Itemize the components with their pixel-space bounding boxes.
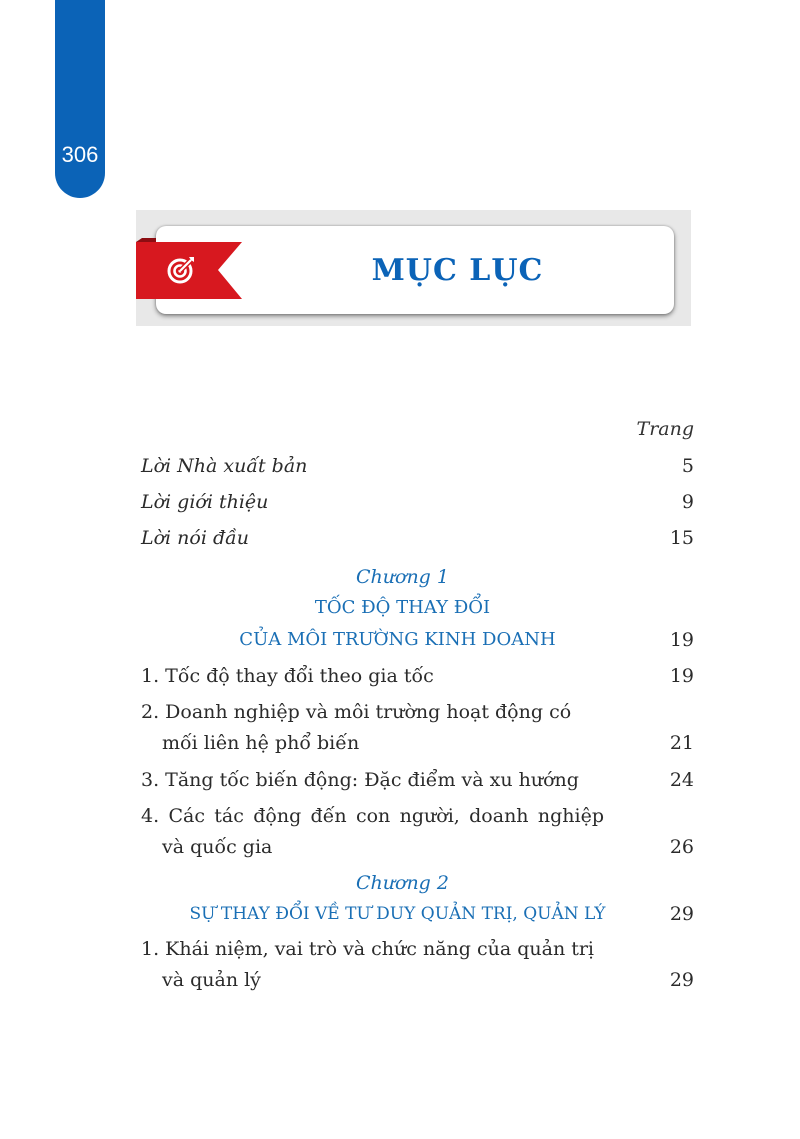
toc-entry-page: 9 bbox=[681, 491, 694, 513]
toc-entry-label: 1. Tốc độ thay đổi theo gia tốc bbox=[141, 665, 434, 687]
ribbon-flag bbox=[136, 238, 242, 299]
page-column-label: Trang bbox=[636, 418, 694, 440]
toc-entry[interactable] bbox=[141, 660, 694, 692]
toc-entry-label: Lời Nhà xuất bản bbox=[141, 455, 308, 477]
page-number-tab bbox=[55, 0, 105, 198]
toc-entry-page: 19 bbox=[669, 665, 694, 687]
toc-entry-label: 2. Doanh nghiệp và môi trường hoạt động có mối liên hệ phổ biến bbox=[141, 701, 572, 754]
toc-entry[interactable] bbox=[141, 486, 694, 518]
chapter-page: 19 bbox=[669, 629, 694, 651]
chapter-label: Chương 1 bbox=[356, 566, 449, 588]
chapter-heading[interactable] bbox=[141, 868, 694, 930]
toc-entry-page: 21 bbox=[669, 732, 694, 754]
toc-entry[interactable] bbox=[141, 934, 694, 996]
toc-entry-label: Lời nói đầu bbox=[141, 527, 250, 549]
toc-entry[interactable] bbox=[141, 450, 694, 482]
toc-entry-label: 1. Khái niệm, vai trò và chức năng của quản trị và quản lý bbox=[141, 938, 595, 991]
toc-entry[interactable] bbox=[141, 522, 694, 554]
toc-entry-page: 29 bbox=[669, 969, 694, 991]
title-banner bbox=[136, 210, 691, 326]
toc-entry-page: 15 bbox=[669, 527, 694, 549]
chapter-title-line: TỐC ĐỘ THAY ĐỔI bbox=[314, 597, 491, 618]
toc-entry-page: 26 bbox=[669, 836, 694, 858]
toc-entry-label: 4. Các tác động đến con người, doanh nghiệp và quốc gia bbox=[141, 805, 604, 858]
toc-entry[interactable] bbox=[141, 764, 694, 796]
toc-entry[interactable] bbox=[141, 801, 694, 863]
page-title: MỤC LỤC bbox=[371, 252, 544, 288]
table-of-contents bbox=[141, 414, 694, 1001]
chapter-heading[interactable] bbox=[141, 562, 694, 656]
toc-entry-label: 3. Tăng tốc biến động: Đặc điểm và xu hướng bbox=[141, 769, 579, 791]
chapter-page: 29 bbox=[669, 903, 694, 925]
chapter-title-line: CỦA MÔI TRƯỜNG KINH DOANH bbox=[239, 629, 556, 650]
toc-entry-page: 24 bbox=[669, 769, 694, 791]
toc-entry-label: Lời giới thiệu bbox=[141, 491, 269, 513]
toc-entry-page: 5 bbox=[681, 455, 694, 477]
page-number: 306 bbox=[61, 142, 99, 167]
chapter-title-line: SỰ THAY ĐỔI VỀ TƯ DUY QUẢN TRỊ, QUẢN LÝ bbox=[189, 904, 606, 924]
chapter-label: Chương 2 bbox=[356, 872, 449, 894]
toc-entry[interactable] bbox=[141, 697, 694, 759]
